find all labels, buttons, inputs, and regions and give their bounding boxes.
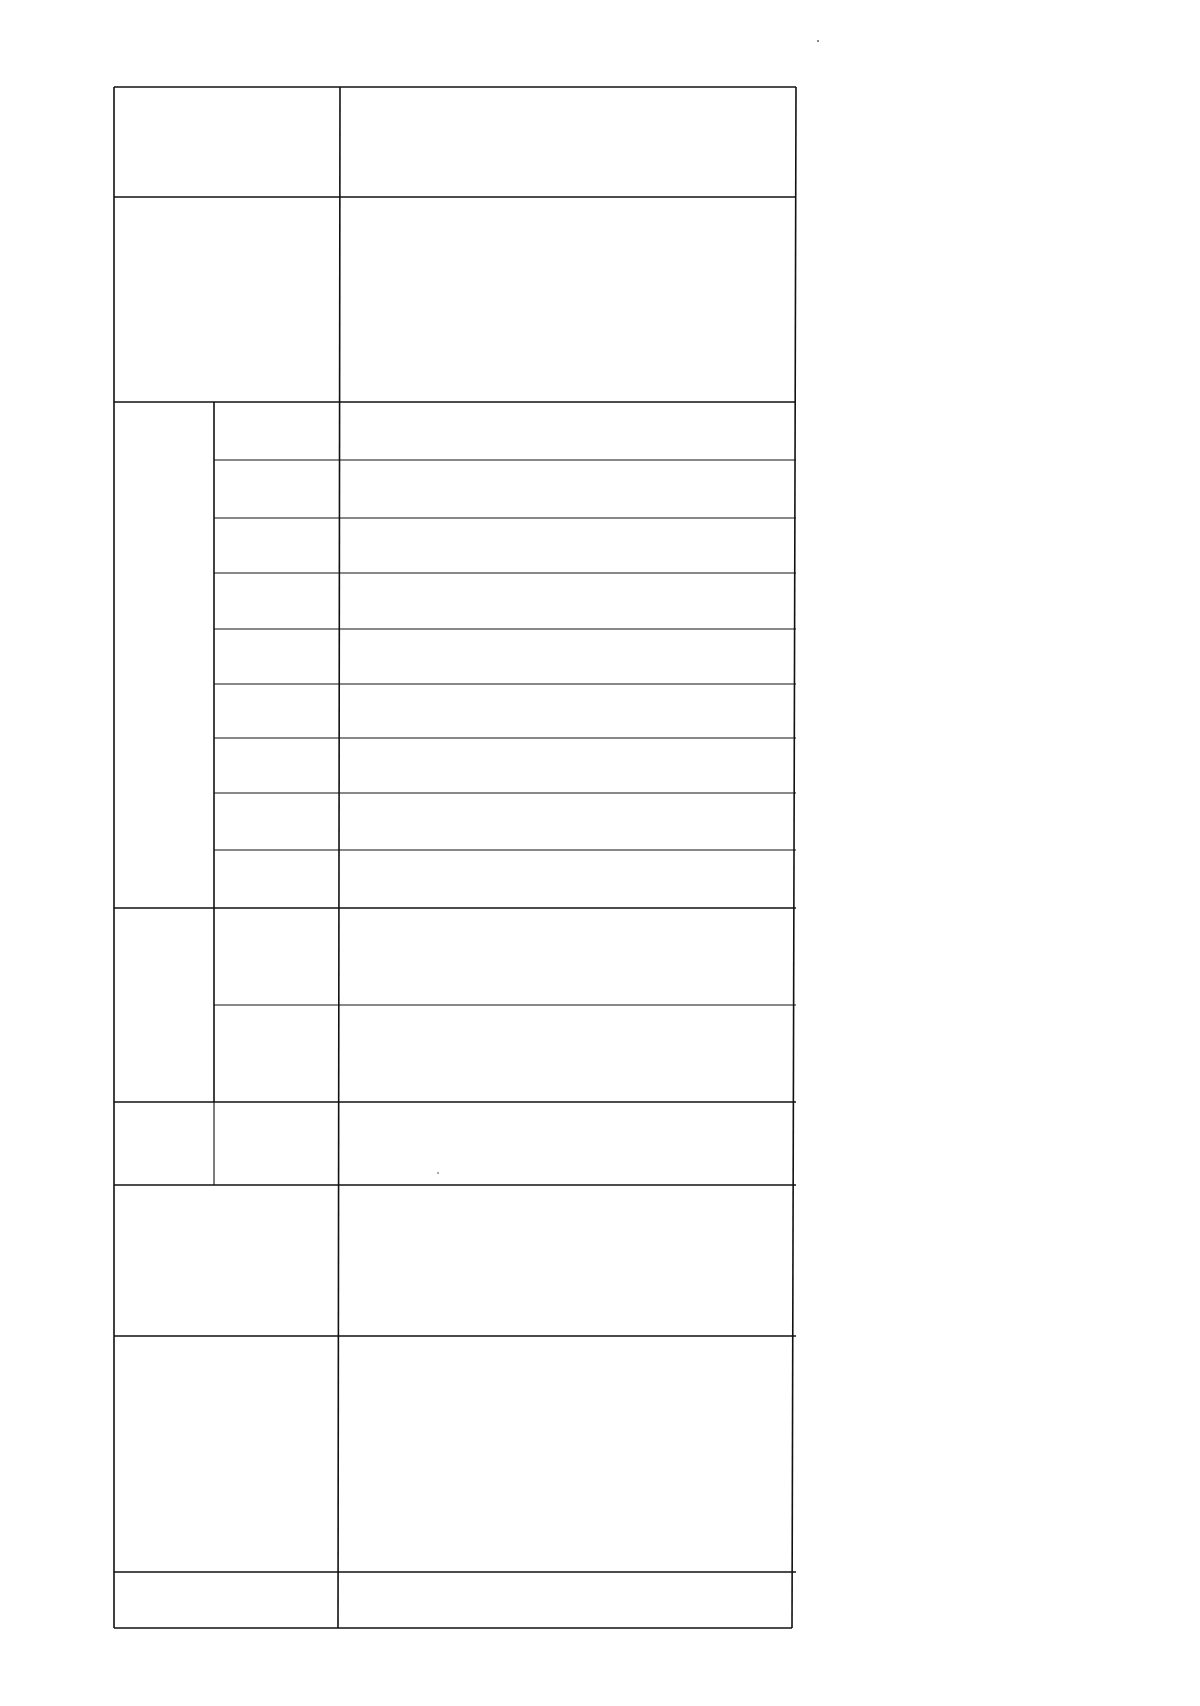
header-base (115, 940, 215, 1070)
header-period (115, 605, 215, 705)
row-characteristic-text (459, 110, 631, 490)
header-num (197, 1545, 253, 1655)
header-project (182, 1181, 282, 1341)
header-name (184, 1374, 284, 1534)
header-type (142, 87, 252, 197)
header-characteristic (183, 198, 273, 403)
year-2030-ref (248, 386, 306, 476)
